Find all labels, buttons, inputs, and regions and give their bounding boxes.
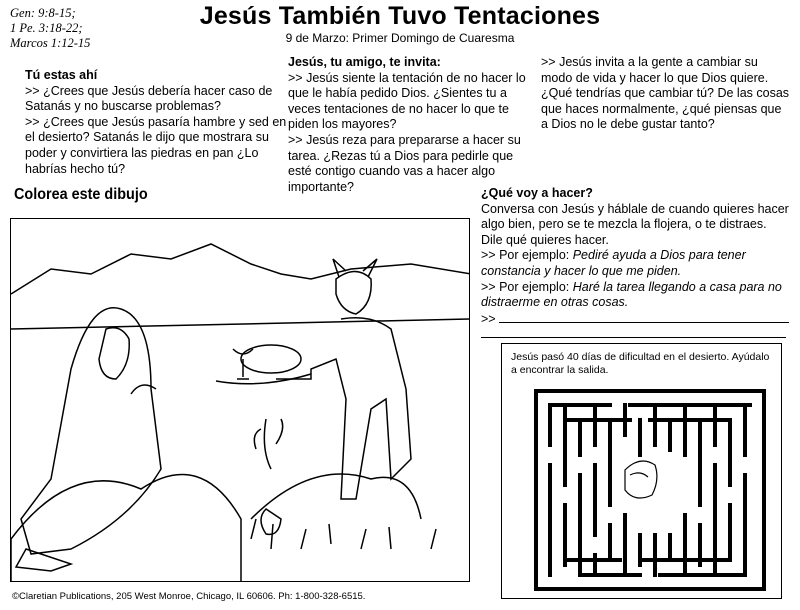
example-text: Haré la tarea llegando a casa para no distraerme en otras cosas. — [481, 279, 782, 310]
section-tu-estas-ahi — [25, 68, 287, 177]
paragraph: >> ¿Crees que Jesús pasaría hambre y sed en el desierto? Satanás le dijo que mostrara su poder y convirtiera las piedras en pan ¿Lo habrías hecho tú? — [25, 114, 287, 176]
example-2 — [481, 280, 791, 311]
section-heading: ¿Qué voy a hacer? — [481, 186, 593, 200]
reference-1: Gen: 9:8-15; — [10, 6, 76, 20]
footer-copyright: ©Claretian Publications, 205 West Monroe, Chicago, IL 60606. Ph: 1-800-328-6515. — [12, 591, 366, 602]
section-heading: Jesús, tu amigo, te invita: — [288, 55, 441, 69]
temptation-drawing — [11, 219, 470, 582]
example-prefix: >> Por ejemplo: — [481, 248, 573, 263]
paragraph: Conversa con Jesús y háblale de cuando quieres hacer algo bien, pero se te mezcla la flojera, o te distraes. Dile qué quieres hacer. — [481, 201, 789, 247]
example-prefix: >> Por ejemplo: — [481, 279, 573, 294]
maze-instructions: Jesús pasó 40 días de dificultad en el desierto. Ayúdalo a encontrar la salida. — [511, 351, 770, 376]
section-heading: Tú estas ahí — [25, 68, 98, 82]
example-text: Pediré ayuda a Dios para tener constancia y hacer lo que me piden. — [481, 248, 746, 278]
paragraph: >> Jesús reza para prepararse a hacer su tarea. ¿Rezas tú a Dios para pedirle que esté contigo cuando vas a hacer algo importante? — [288, 132, 521, 194]
reference-2: 1 Pe. 3:18-22; — [10, 21, 83, 35]
section-jesus-invita — [288, 55, 536, 195]
example-1 — [481, 248, 791, 279]
page-title: Jesús También Tuvo Tentaciones — [199, 2, 601, 30]
page-subtitle: 9 de Marzo: Primer Domingo de Cuaresma — [285, 31, 515, 45]
answer-prefix: >> — [481, 311, 496, 326]
section-cambiar — [541, 55, 791, 133]
section-que-voy-a-hacer — [481, 186, 791, 327]
answer-line-2 — [481, 337, 786, 338]
reference-3: Marcos 1:12-15 — [10, 36, 91, 50]
paragraph: >> ¿Crees que Jesús debería hacer caso de Satanás y no buscarse problemas? — [25, 83, 273, 114]
maze-puzzle[interactable] — [530, 385, 770, 595]
answer-line-row — [481, 311, 791, 328]
coloring-illustration — [10, 218, 470, 582]
paragraph: >> Jesús siente la tentación de no hacer lo que le había pedido Dios. ¿Sientes tu a veces tentaciones de no hacer lo que te piden los mayores? — [288, 70, 526, 132]
paragraph: >> Jesús invita a la gente a cambiar su modo de vida y hacer lo que Dios quiere. ¿Qué tendrías que cambiar tú? De las cosas que haces normalmente, ¿qué piensas que a Dios no le debe gustar tanto? — [541, 55, 790, 132]
jesus-portrait-icon — [625, 461, 657, 498]
coloring-label: Colorea este dibujo — [14, 186, 148, 203]
answer-line[interactable] — [499, 311, 789, 323]
